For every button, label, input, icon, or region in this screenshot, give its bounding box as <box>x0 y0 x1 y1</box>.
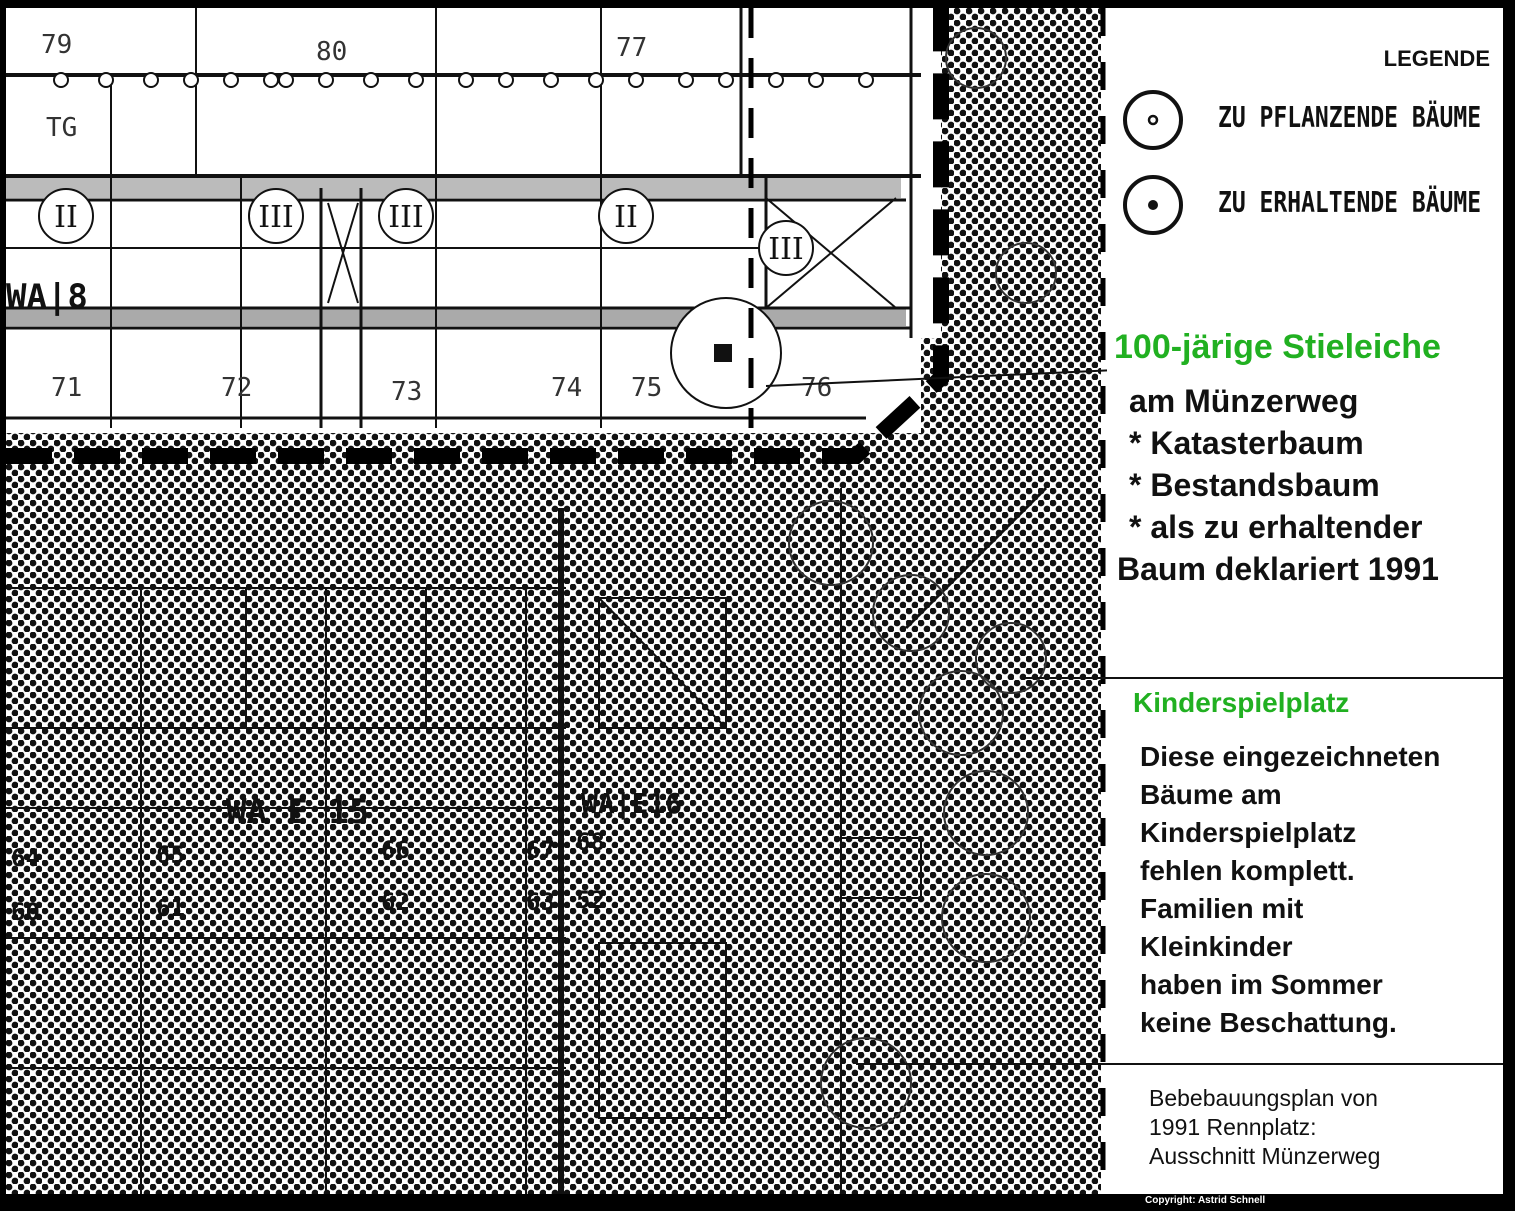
legend-label: ZU PFLANZENDE BÄUME <box>1218 101 1482 135</box>
oak-annotation <box>1107 328 1503 603</box>
playground-line: Diese eingezeichneten <box>1140 741 1441 772</box>
playground-line: Familien mit <box>1140 893 1304 924</box>
oak-line: Baum deklariert 1991 <box>1117 551 1439 587</box>
source-line: Ausschnitt Münzerweg <box>1149 1143 1381 1169</box>
storey-label: III <box>388 200 424 235</box>
building-block-top <box>6 8 921 433</box>
storey-label: III <box>768 232 804 267</box>
grid-number: 52 <box>576 886 605 914</box>
zone-label: WA|8 <box>6 277 88 317</box>
storey-label: II <box>614 200 638 235</box>
parcel-number: 75 <box>631 373 663 403</box>
grid-number: 65 <box>156 841 185 869</box>
oak-title: 100-järige Stieleiche <box>1114 328 1441 366</box>
grid-number: 64 <box>11 844 40 872</box>
grid-number: 63 <box>526 888 555 916</box>
oak-line: * Bestandsbaum <box>1129 467 1380 503</box>
parcel-number: 77 <box>616 33 648 63</box>
parcel-number: 74 <box>551 373 583 403</box>
parcel-number: 79 <box>41 30 73 60</box>
grid-number: 62 <box>381 888 410 916</box>
source-annotation <box>1133 1074 1503 1192</box>
playground-line: fehlen komplett. <box>1140 855 1355 886</box>
grid-number: 60 <box>11 898 40 926</box>
copyright-notice: Copyright: Astrid Schnell <box>1145 1195 1266 1206</box>
plan-frame <box>6 8 1503 1194</box>
parcel-number: 76 <box>801 373 833 403</box>
zone-label: WA E 15 <box>226 792 370 832</box>
storey-label: III <box>258 200 294 235</box>
open-circle-icon <box>1120 87 1186 153</box>
parcel-number: 73 <box>391 377 423 407</box>
legend-item-planted-trees <box>1112 85 1503 155</box>
oak-line: am Münzerweg <box>1129 383 1359 419</box>
playground-line: keine Beschattung. <box>1140 1007 1397 1038</box>
zone-label: WA|E16 <box>581 787 683 820</box>
grid-number: 68 <box>576 828 605 856</box>
legend-item-preserved-trees <box>1112 170 1503 240</box>
grid-number: 61 <box>156 894 185 922</box>
playground-line: Kinderspielplatz <box>1140 817 1357 848</box>
grid-number: 67 <box>526 836 555 864</box>
parcel-number: 71 <box>51 373 83 403</box>
parcel-number: 80 <box>316 37 348 67</box>
legend-label: ZU ERHALTENDE BÄUME <box>1218 186 1482 220</box>
oak-line: * als zu erhaltender <box>1129 509 1423 545</box>
tg-label: TG <box>46 113 78 143</box>
playground-annotation <box>1107 680 1503 1040</box>
grid-number: 66 <box>381 836 410 864</box>
playground-line: Bäume am <box>1140 779 1282 810</box>
playground-title: Kinderspielplatz <box>1133 687 1350 718</box>
playground-line: Kleinkinder <box>1140 931 1293 962</box>
playground-line: haben im Sommer <box>1140 969 1383 1000</box>
legend <box>1112 30 1503 268</box>
storey-label: II <box>54 200 78 235</box>
parcel-number: 72 <box>221 373 253 403</box>
legend-title: LEGENDE <box>1383 46 1490 71</box>
source-line: Bebebauungsplan von <box>1149 1085 1378 1111</box>
filled-dot-circle-icon <box>1120 172 1186 238</box>
source-line: 1991 Rennplatz: <box>1149 1114 1317 1140</box>
oak-line: * Katasterbaum <box>1129 425 1364 461</box>
